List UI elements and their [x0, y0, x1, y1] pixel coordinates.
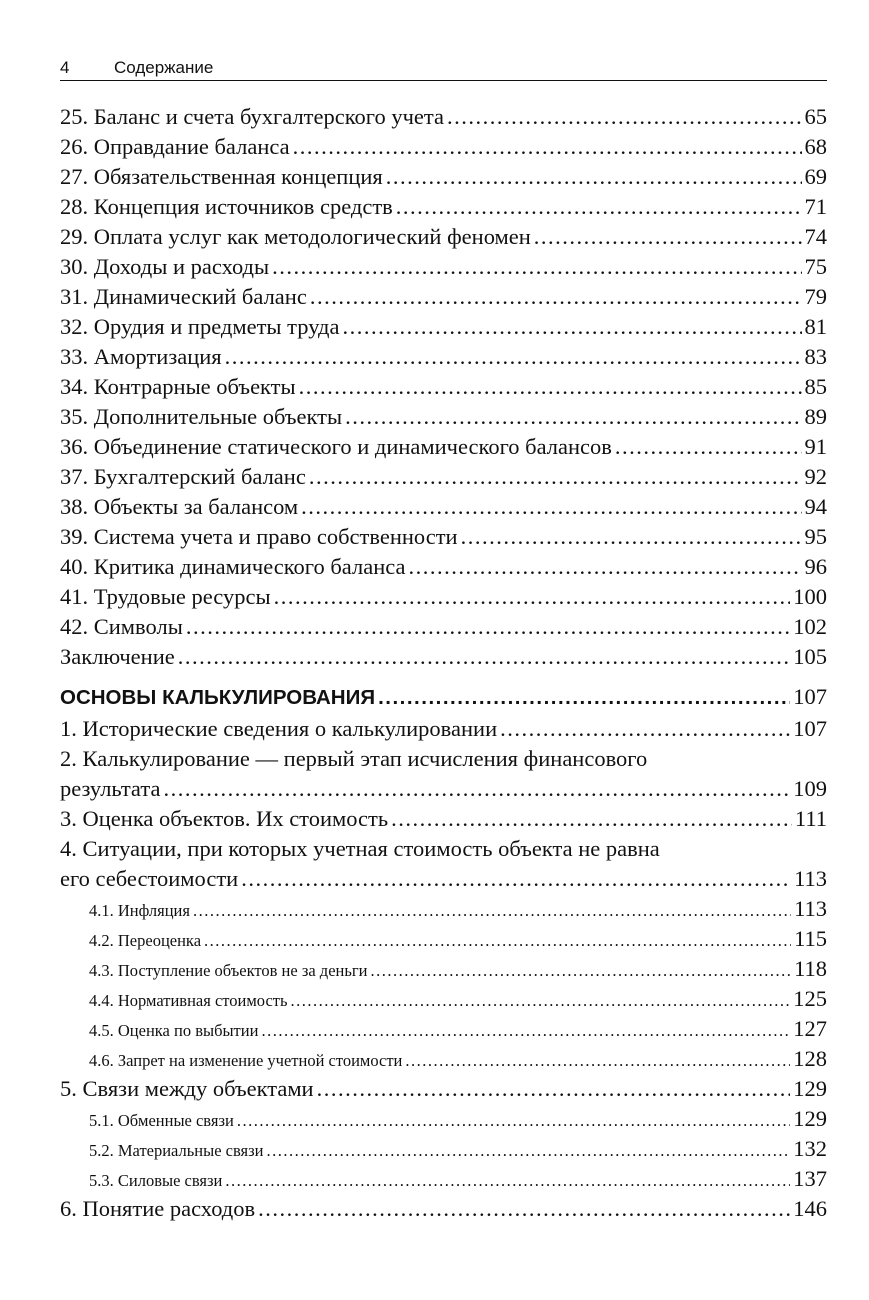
dot-leader [163, 774, 790, 804]
toc-entry-c4-6[interactable]: 4.6. Запрет на изменение учетной стоимости ..... 128 [60, 1044, 827, 1074]
toc-entry-35[interactable]: 35. Дополнительные объекты ..... 89 [60, 402, 827, 432]
toc-entry-c4-4[interactable]: 4.4. Нормативная стоимость ..... 125 [60, 984, 827, 1014]
dot-leader [461, 522, 802, 552]
dot-leader [405, 1046, 790, 1076]
dot-leader [293, 132, 802, 162]
running-header [60, 56, 827, 81]
toc-entry-c4[interactable]: 4. Ситуации, при которых учетная стоимость объекта не равна его себестоимости ..... 113 [60, 834, 827, 894]
dot-leader [261, 1016, 790, 1046]
toc-entry-34[interactable]: 34. Контрарные объекты ..... 85 [60, 372, 827, 402]
dot-leader [309, 462, 802, 492]
toc-entry-38[interactable]: 38. Объекты за балансом ..... 94 [60, 492, 827, 522]
page-number: 4 [60, 58, 70, 77]
dot-leader [409, 552, 802, 582]
dot-leader [447, 102, 802, 132]
toc-entry-c4-5[interactable]: 4.5. Оценка по выбытии ..... 127 [60, 1014, 827, 1044]
toc-entry-41[interactable]: 41. Трудовые ресурсы ..... 100 [60, 582, 827, 612]
dot-leader [204, 926, 791, 956]
toc-entry-c4-3[interactable]: 4.3. Поступление объектов не за деньги ..... 118 [60, 954, 827, 984]
toc-entry-40[interactable]: 40. Критика динамического баланса ..... 96 [60, 552, 827, 582]
dot-leader [396, 192, 802, 222]
toc-entry-conclusion[interactable]: Заключение ..... 105 [60, 642, 827, 672]
toc-section-heading[interactable]: ОСНОВЫ КАЛЬКУЛИРОВАНИЯ ..... 107 [60, 680, 827, 714]
toc-entry-37[interactable]: 37. Бухгалтерский баланс ..... 92 [60, 462, 827, 492]
dot-leader [310, 282, 802, 312]
toc-entry-28[interactable]: 28. Концепция источников средств ..... 71 [60, 192, 827, 222]
dot-leader [225, 342, 802, 372]
dot-leader [225, 1166, 790, 1196]
toc-entry-c2[interactable]: 2. Калькулирование — первый этап исчисления финансового результата ..... 109 [60, 744, 827, 804]
dot-leader [237, 1106, 790, 1136]
running-title: Содержание [114, 58, 214, 77]
toc-entry-c5-1[interactable]: 5.1. Обменные связи ..... 129 [60, 1104, 827, 1134]
dot-leader [266, 1136, 790, 1166]
dot-leader [272, 252, 801, 282]
dot-leader [386, 162, 802, 192]
dot-leader [241, 864, 791, 894]
toc-entry-30[interactable]: 30. Доходы и расходы ..... 75 [60, 252, 827, 282]
dot-leader [534, 222, 802, 252]
dot-leader [299, 372, 802, 402]
toc-entry-c4-1[interactable]: 4.1. Инфляция ..... 113 [60, 894, 827, 924]
dot-leader [291, 986, 791, 1016]
dot-leader [186, 612, 790, 642]
toc-entry-27[interactable]: 27. Обязательственная концепция ..... 69 [60, 162, 827, 192]
dot-leader [178, 642, 791, 672]
dot-leader [274, 582, 791, 612]
toc-entry-36[interactable]: 36. Объединение статического и динамического балансов ..... 91 [60, 432, 827, 462]
table-of-contents [60, 102, 827, 1224]
dot-leader [317, 1074, 791, 1104]
toc-entry-42[interactable]: 42. Символы ..... 102 [60, 612, 827, 642]
toc-entry-33[interactable]: 33. Амортизация ..... 83 [60, 342, 827, 372]
dot-leader [193, 896, 791, 926]
toc-entry-c4-2[interactable]: 4.2. Переоценка ..... 115 [60, 924, 827, 954]
dot-leader [345, 402, 801, 432]
toc-entry-c1[interactable]: 1. Исторические сведения о калькулировании ..... 107 [60, 714, 827, 744]
toc-entry-29[interactable]: 29. Оплата услуг как методологический феномен ..... 74 [60, 222, 827, 252]
dot-leader [615, 432, 802, 462]
toc-entry-c5-3[interactable]: 5.3. Силовые связи ..... 137 [60, 1164, 827, 1194]
toc-entry-c5[interactable]: 5. Связи между объектами ..... 129 [60, 1074, 827, 1104]
dot-leader [500, 714, 790, 744]
toc-entry-c3[interactable]: 3. Оценка объектов. Их стоимость ..... 111 [60, 804, 827, 834]
dot-leader [370, 956, 791, 986]
toc-entry-25[interactable]: 25. Баланс и счета бухгалтерского учета ..... 65 [60, 102, 827, 132]
toc-entry-31[interactable]: 31. Динамический баланс ..... 79 [60, 282, 827, 312]
toc-entry-32[interactable]: 32. Орудия и предметы труда ..... 81 [60, 312, 827, 342]
dot-leader [258, 1194, 790, 1224]
toc-entry-c6[interactable]: 6. Понятие расходов ..... 146 [60, 1194, 827, 1224]
dot-leader [342, 312, 801, 342]
dot-leader [301, 492, 801, 522]
toc-entry-c5-2[interactable]: 5.2. Материальные связи ..... 132 [60, 1134, 827, 1164]
dot-leader [391, 804, 792, 834]
toc-entry-39[interactable]: 39. Система учета и право собственности ..... 95 [60, 522, 827, 552]
toc-entry-26[interactable]: 26. Оправдание баланса ..... 68 [60, 132, 827, 162]
dot-leader [378, 681, 790, 715]
